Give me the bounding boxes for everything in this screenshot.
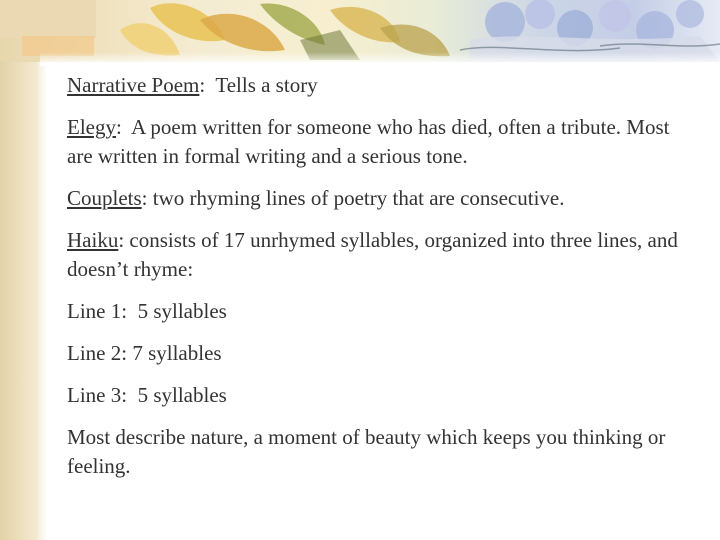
term-separator: : bbox=[199, 73, 206, 97]
definition-elegy bbox=[67, 113, 697, 171]
definition-haiku bbox=[67, 226, 697, 284]
haiku-line-3: Line 3: 5 syllables bbox=[67, 383, 227, 407]
haiku-line-2: Line 2: 7 syllables bbox=[67, 341, 222, 365]
definition-text: consists of 17 unrhymed syllables, organized into three lines, and doesn’t rhyme: bbox=[67, 228, 684, 281]
term-separator: : bbox=[118, 228, 125, 252]
definition-text: A poem written for someone who has died, often a tribute. Most are written in formal writing and a serious tone. bbox=[67, 115, 675, 168]
definition-narrative-poem bbox=[67, 71, 697, 100]
haiku-line-1: Line 1: 5 syllables bbox=[67, 299, 227, 323]
left-decorative-strip bbox=[0, 0, 46, 540]
closing-text: Most describe nature, a moment of beauty which keeps you thinking or feeling. bbox=[67, 425, 666, 478]
term-label: Couplets bbox=[67, 186, 142, 210]
term-label: Narrative Poem bbox=[67, 73, 200, 97]
banner-fade bbox=[40, 52, 720, 66]
term-separator: : bbox=[115, 115, 122, 139]
definition-couplets bbox=[67, 184, 697, 213]
term-label: Haiku bbox=[67, 228, 119, 252]
definition-text: Tells a story bbox=[205, 73, 318, 97]
slide-content bbox=[67, 71, 697, 494]
term-separator: : bbox=[141, 186, 148, 210]
term-label: Elegy bbox=[67, 115, 116, 139]
definition-text: two rhyming lines of poetry that are consecutive. bbox=[147, 186, 565, 210]
